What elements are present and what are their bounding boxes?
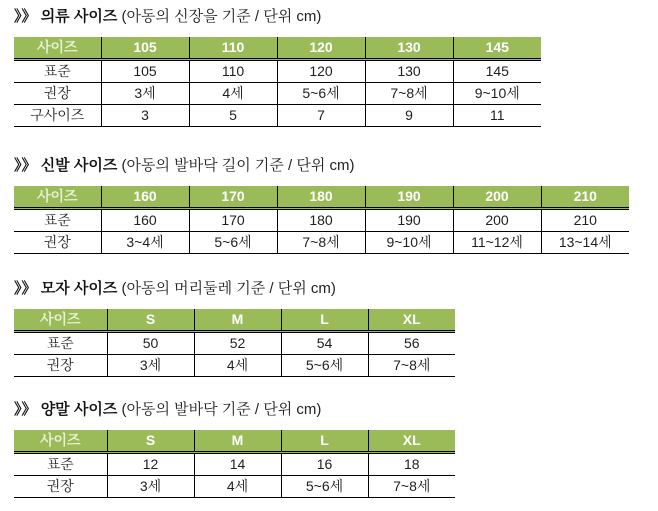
column-header-cell: 170	[189, 186, 277, 209]
value-cell: 4세	[194, 476, 281, 498]
double-chevron-icon: 》》	[14, 8, 37, 25]
table-row	[14, 453, 455, 476]
value-cell: 160	[101, 209, 189, 232]
value-cell: 11	[453, 105, 541, 127]
table-header-row	[14, 186, 629, 209]
table-row	[14, 105, 541, 127]
section-shoe-sizes	[14, 157, 658, 254]
section-subtitle: (아동의 발바닥 길이 기준 / 단위 cm)	[121, 157, 355, 174]
row-label-cell: 표준	[14, 60, 101, 83]
row-label-cell: 표준	[14, 332, 107, 355]
table-header-row	[14, 37, 541, 60]
column-header-cell: 130	[365, 37, 453, 60]
column-header-cell: L	[281, 309, 368, 332]
value-cell: 3세	[107, 476, 194, 498]
value-cell: 105	[101, 60, 189, 83]
table-row	[14, 209, 629, 232]
row-label-cell: 구사이즈	[14, 105, 101, 127]
column-header-cell: XL	[368, 430, 455, 453]
value-cell: 7~8세	[365, 83, 453, 105]
section-heading	[14, 280, 658, 298]
column-header-cell: 120	[277, 37, 365, 60]
row-label-cell: 표준	[14, 209, 101, 232]
double-chevron-icon: 》》	[14, 157, 37, 174]
column-header-cell: XL	[368, 309, 455, 332]
value-cell: 16	[281, 453, 368, 476]
table-row	[14, 476, 455, 498]
value-cell: 52	[194, 332, 281, 355]
table-header-row	[14, 309, 455, 332]
value-cell: 4세	[194, 355, 281, 377]
section-title: 모자 사이즈	[40, 280, 118, 297]
value-cell: 9~10세	[365, 232, 453, 254]
table-row	[14, 332, 455, 355]
value-cell: 5~6세	[277, 83, 365, 105]
value-cell: 5	[189, 105, 277, 127]
value-cell: 3세	[101, 83, 189, 105]
table-row	[14, 60, 541, 83]
value-cell: 11~12세	[453, 232, 541, 254]
section-sock-sizes	[14, 401, 658, 498]
column-header-cell: 160	[101, 186, 189, 209]
section-subtitle: (아동의 머리둘레 기준 / 단위 cm)	[121, 280, 336, 297]
table-row	[14, 355, 455, 377]
double-chevron-icon: 》》	[14, 401, 37, 418]
column-header-cell: 210	[541, 186, 629, 209]
column-header-cell: M	[194, 309, 281, 332]
value-cell: 190	[365, 209, 453, 232]
column-header-cell: 200	[453, 186, 541, 209]
value-cell: 145	[453, 60, 541, 83]
value-cell: 130	[365, 60, 453, 83]
section-title: 양말 사이즈	[40, 401, 118, 418]
size-label-header-cell: 사이즈	[14, 37, 101, 60]
value-cell: 210	[541, 209, 629, 232]
column-header-cell: 145	[453, 37, 541, 60]
column-header-cell: L	[281, 430, 368, 453]
value-cell: 3~4세	[101, 232, 189, 254]
value-cell: 110	[189, 60, 277, 83]
value-cell: 12	[107, 453, 194, 476]
hat-size-table	[14, 309, 455, 377]
sock-size-table	[14, 430, 455, 498]
section-subtitle: (아동의 신장을 기준 / 단위 cm)	[121, 8, 322, 25]
row-label-cell: 권장	[14, 355, 107, 377]
size-label-header-cell: 사이즈	[14, 309, 107, 332]
column-header-cell: 180	[277, 186, 365, 209]
section-heading	[14, 157, 658, 175]
value-cell: 5~6세	[281, 355, 368, 377]
clothing-size-table	[14, 37, 541, 127]
value-cell: 120	[277, 60, 365, 83]
double-chevron-icon: 》》	[14, 280, 37, 297]
value-cell: 56	[368, 332, 455, 355]
shoe-size-table	[14, 186, 629, 254]
section-hat-sizes	[14, 280, 658, 377]
column-header-cell: 190	[365, 186, 453, 209]
value-cell: 9~10세	[453, 83, 541, 105]
value-cell: 7	[277, 105, 365, 127]
value-cell: 5~6세	[281, 476, 368, 498]
row-label-cell: 표준	[14, 453, 107, 476]
table-row	[14, 83, 541, 105]
row-label-cell: 권장	[14, 232, 101, 254]
value-cell: 5~6세	[189, 232, 277, 254]
section-title: 신발 사이즈	[40, 157, 118, 174]
section-heading	[14, 401, 658, 419]
column-header-cell: S	[107, 430, 194, 453]
value-cell: 7~8세	[277, 232, 365, 254]
value-cell: 200	[453, 209, 541, 232]
column-header-cell: 105	[101, 37, 189, 60]
value-cell: 14	[194, 453, 281, 476]
column-header-cell: 110	[189, 37, 277, 60]
column-header-cell: S	[107, 309, 194, 332]
table-header-row	[14, 430, 455, 453]
section-subtitle: (아동의 발바닥 기준 / 단위 cm)	[121, 401, 322, 418]
row-label-cell: 권장	[14, 476, 107, 498]
value-cell: 13~14세	[541, 232, 629, 254]
value-cell: 50	[107, 332, 194, 355]
value-cell: 4세	[189, 83, 277, 105]
value-cell: 54	[281, 332, 368, 355]
section-heading	[14, 8, 658, 26]
size-label-header-cell: 사이즈	[14, 430, 107, 453]
size-label-header-cell: 사이즈	[14, 186, 101, 209]
section-title: 의류 사이즈	[40, 8, 118, 25]
value-cell: 3세	[107, 355, 194, 377]
section-clothing-sizes	[14, 8, 658, 127]
value-cell: 180	[277, 209, 365, 232]
value-cell: 7~8세	[368, 476, 455, 498]
value-cell: 18	[368, 453, 455, 476]
value-cell: 7~8세	[368, 355, 455, 377]
row-label-cell: 권장	[14, 83, 101, 105]
table-row	[14, 232, 629, 254]
value-cell: 3	[101, 105, 189, 127]
value-cell: 9	[365, 105, 453, 127]
value-cell: 170	[189, 209, 277, 232]
column-header-cell: M	[194, 430, 281, 453]
